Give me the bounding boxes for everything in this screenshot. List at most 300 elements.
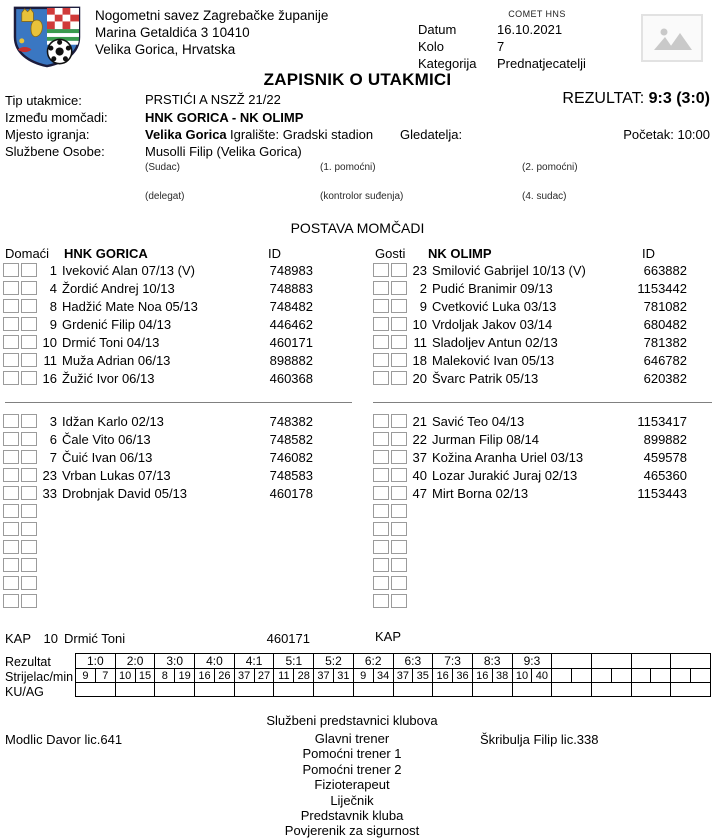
- player-name: Vrban Lukas 07/13: [62, 467, 171, 483]
- scorer-cell: [631, 669, 651, 683]
- player-number: 18: [412, 352, 427, 368]
- lineup-checkbox[interactable]: [373, 432, 389, 446]
- between-value: HNK GORICA - NK OLIMP: [145, 110, 304, 125]
- lineup-checkbox[interactable]: [21, 522, 37, 536]
- player-number: 6: [49, 431, 57, 447]
- scorer-minute-row: [76, 669, 711, 683]
- minute-cell: 27: [254, 669, 274, 683]
- player-row: [3, 448, 355, 466]
- lineup-checkbox[interactable]: [391, 371, 407, 385]
- lineup-checkbox[interactable]: [3, 371, 19, 385]
- empty-player-row: [3, 520, 355, 538]
- player-name: Švarc Patrik 05/13: [432, 370, 539, 386]
- meta-row-datum: [418, 22, 638, 39]
- player-id: 460368: [269, 371, 313, 386]
- lineup-checkbox[interactable]: [3, 468, 19, 482]
- scorer-cell: 16: [195, 669, 215, 683]
- empty-player-row: [3, 538, 355, 556]
- kuag-cell: [76, 683, 116, 697]
- kuag-cell: [353, 683, 393, 697]
- rezultat-row-label: Rezultat: [5, 655, 51, 669]
- player-id: 748983: [269, 263, 313, 278]
- player-id: 663882: [643, 263, 687, 278]
- player-number: 47: [412, 485, 427, 501]
- player-name: Savić Teo 04/13: [432, 413, 525, 429]
- player-name: Drobnjak David 05/13: [62, 485, 188, 501]
- player-name: Maleković Ivan 05/13: [432, 352, 555, 368]
- player-id: 1153443: [637, 486, 687, 501]
- lineup-checkbox[interactable]: [3, 486, 19, 500]
- empty-player-row: [373, 556, 713, 574]
- minute-cell: 26: [214, 669, 234, 683]
- minute-cell: 31: [333, 669, 353, 683]
- player-name: Muža Adrian 06/13: [62, 352, 171, 368]
- player-name: Smilović Gabrijel 10/13 (V): [432, 262, 586, 278]
- lineup-checkbox[interactable]: [3, 414, 19, 428]
- delegat-label: (delegat): [145, 191, 185, 202]
- player-id: 1153417: [637, 414, 687, 429]
- scorer-cell: 16: [472, 669, 492, 683]
- scorer-cell: [552, 669, 572, 683]
- away-representative: Škribulja Filip lic.338: [480, 732, 599, 747]
- player-row: [373, 430, 713, 448]
- result-cell: [631, 654, 671, 669]
- lineup-checkbox[interactable]: [373, 558, 389, 572]
- player-name: Čuić Ivan 06/13: [62, 449, 153, 465]
- kontrolor-label: (kontrolor suđenja): [320, 191, 404, 202]
- lineup-checkbox[interactable]: [373, 371, 389, 385]
- player-row: [373, 351, 713, 369]
- player-name: Sladoljev Antun 02/13: [432, 334, 558, 350]
- player-row: [3, 333, 355, 351]
- lineup-checkbox[interactable]: [3, 317, 19, 331]
- away-roster-divider: [373, 402, 712, 403]
- kuag-cell: [393, 683, 433, 697]
- player-id: 898882: [269, 353, 313, 368]
- result-cell: 2:0: [115, 654, 155, 669]
- lineup-checkbox[interactable]: [391, 353, 407, 367]
- kuag-cell: [274, 683, 314, 697]
- player-number: 11: [413, 334, 427, 350]
- home-team-name: HNK GORICA: [64, 246, 148, 261]
- player-number: 23: [42, 467, 57, 483]
- lineup-checkbox[interactable]: [391, 450, 407, 464]
- lineup-checkbox[interactable]: [3, 522, 19, 536]
- player-row: [3, 369, 355, 387]
- meta-row-kolo: [418, 39, 638, 56]
- lineup-checkbox[interactable]: [373, 263, 389, 277]
- player-number: 21: [412, 413, 427, 429]
- minute-cell: 7: [95, 669, 115, 683]
- player-id: 620382: [643, 371, 687, 386]
- official-role: Fizioterapeut: [314, 777, 390, 793]
- player-name: Lozar Jurakić Juraj 02/13: [432, 467, 578, 483]
- player-row: [3, 430, 355, 448]
- lineup-checkbox[interactable]: [3, 263, 19, 277]
- home-kap-number: 10: [43, 631, 58, 646]
- empty-player-row: [3, 592, 355, 610]
- player-number: 1: [49, 262, 57, 278]
- tip-utakmice-label: Tip utakmice:: [5, 93, 82, 108]
- player-row: [373, 279, 713, 297]
- empty-player-row: [373, 502, 713, 520]
- home-roster-divider: [5, 402, 352, 403]
- lineup-checkbox[interactable]: [21, 335, 37, 349]
- rezultat-value: 9:3 (3:0): [648, 90, 710, 107]
- home-kap-name: Drmić Toni: [64, 631, 126, 646]
- igraliste-value: Igralište: Gradski stadion: [230, 127, 374, 142]
- kolo-label: Kolo: [418, 39, 445, 54]
- player-name: Vrdoljak Jakov 03/14: [432, 316, 553, 332]
- result-cell: 9:3: [512, 654, 552, 669]
- kolo-value: 7: [497, 39, 505, 54]
- minute-cell: 40: [532, 669, 552, 683]
- lineup-checkbox[interactable]: [373, 468, 389, 482]
- lineup-checkbox[interactable]: [373, 540, 389, 554]
- lineup-checkbox[interactable]: [391, 540, 407, 554]
- tip-utakmice-value: PRSTIĆI A NSZŽ 21/22: [145, 92, 281, 107]
- mjesto-label: Mjesto igranja:: [5, 127, 90, 142]
- lineup-checkbox[interactable]: [391, 299, 407, 313]
- lineup-checkbox[interactable]: [391, 558, 407, 572]
- player-id: 781382: [643, 335, 687, 350]
- player-id: 1153442: [637, 281, 687, 296]
- player-row: [373, 466, 713, 484]
- minute-cell: 34: [373, 669, 393, 683]
- minute-cell: [651, 669, 671, 683]
- rezultat-label: REZULTAT:: [562, 90, 645, 107]
- player-id: 748582: [269, 432, 313, 447]
- player-row: [373, 333, 713, 351]
- player-id: 748583: [269, 468, 313, 483]
- scorer-cell: 37: [314, 669, 334, 683]
- kuag-cell: [472, 683, 512, 697]
- lineup-checkbox[interactable]: [21, 486, 37, 500]
- kuag-cell: [591, 683, 631, 697]
- empty-player-row: [373, 574, 713, 592]
- player-name: Čale Vito 06/13: [62, 431, 151, 447]
- lineup-checkbox[interactable]: [21, 299, 37, 313]
- org-street: Marina Getaldića 3 10410: [95, 25, 250, 40]
- player-name: Pudić Branimir 09/13: [432, 280, 553, 296]
- minute-cell: 28: [294, 669, 314, 683]
- minute-cell: [572, 669, 592, 683]
- empty-player-row: [373, 538, 713, 556]
- between-label: Između momčadi:: [5, 110, 108, 125]
- player-id: 465360: [643, 468, 687, 483]
- result-cell: 6:2: [353, 654, 393, 669]
- lineup-checkbox[interactable]: [373, 450, 389, 464]
- lineup-checkbox[interactable]: [391, 263, 407, 277]
- player-number: 33: [42, 485, 57, 501]
- player-row: [3, 351, 355, 369]
- lineup-checkbox[interactable]: [3, 281, 19, 295]
- lineup-checkbox[interactable]: [391, 414, 407, 428]
- player-name: Grdenić Filip 04/13: [62, 316, 172, 332]
- kuag-cell: [115, 683, 155, 697]
- empty-player-row: [3, 574, 355, 592]
- lineup-checkbox[interactable]: [21, 432, 37, 446]
- player-id: 746082: [269, 450, 313, 465]
- lineup-checkbox[interactable]: [21, 263, 37, 277]
- page-title: ZAPISNIK O UTAKMICI: [263, 70, 452, 89]
- empty-player-row: [373, 520, 713, 538]
- result-cell: 5:1: [274, 654, 314, 669]
- lineup-checkbox[interactable]: [391, 468, 407, 482]
- official-roles-list: [0, 731, 704, 839]
- kuag-cell: [234, 683, 274, 697]
- kategorija-value: Prednatjecatelji: [497, 56, 586, 71]
- lineup-checkbox[interactable]: [21, 317, 37, 331]
- player-number: 3: [49, 413, 57, 429]
- away-substitutes-list: [373, 412, 713, 610]
- player-row: [373, 261, 713, 279]
- rezultat-line: [562, 90, 710, 108]
- scorer-cell: 16: [433, 669, 453, 683]
- player-row: [3, 279, 355, 297]
- player-number: 23: [412, 262, 427, 278]
- datum-label: Datum: [418, 22, 457, 37]
- player-name: Žordić Andrej 10/13: [62, 280, 175, 296]
- lineup-checkbox[interactable]: [3, 450, 19, 464]
- player-name: Drmić Toni 04/13: [62, 334, 160, 350]
- player-name: Žužić Ivor 06/13: [62, 370, 155, 386]
- lineup-checkbox[interactable]: [3, 299, 19, 313]
- lineup-checkbox[interactable]: [21, 540, 37, 554]
- player-id: 680482: [643, 317, 687, 332]
- scorer-cell: 10: [512, 669, 532, 683]
- strijelac-row-label: Strijelac/min: [5, 670, 74, 684]
- away-id-header: ID: [642, 246, 655, 261]
- lineup-checkbox[interactable]: [391, 317, 407, 331]
- club-crest-icon: [8, 3, 86, 69]
- match-meta: [418, 22, 638, 73]
- lineup-checkbox[interactable]: [21, 371, 37, 385]
- player-id: 460171: [269, 335, 313, 350]
- lineup-checkbox[interactable]: [3, 558, 19, 572]
- home-id-header: ID: [268, 246, 281, 261]
- player-number: 8: [49, 298, 57, 314]
- player-row: [3, 484, 355, 502]
- lineup-checkbox[interactable]: [3, 335, 19, 349]
- org-name: Nogometni savez Zagrebačke županije: [95, 8, 329, 23]
- comet-hns-label: COMET HNS: [508, 9, 566, 19]
- official-role: Povjerenik za sigurnost: [284, 823, 420, 839]
- lineup-checkbox[interactable]: [391, 432, 407, 446]
- datum-value: 16.10.2021: [497, 22, 563, 37]
- player-id: 460178: [269, 486, 313, 501]
- scorer-cell: 10: [115, 669, 135, 683]
- player-id: 646782: [643, 353, 687, 368]
- player-row: [373, 484, 713, 502]
- player-row: [373, 448, 713, 466]
- minute-cell: 38: [492, 669, 512, 683]
- mjesto-value: Velika Gorica: [145, 127, 227, 142]
- lineup-checkbox[interactable]: [373, 522, 389, 536]
- away-starters-list: [373, 261, 713, 387]
- player-row: [373, 412, 713, 430]
- result-cell: [671, 654, 711, 669]
- lineup-checkbox[interactable]: [373, 504, 389, 518]
- lineup-checkbox[interactable]: [21, 558, 37, 572]
- lineup-checkbox[interactable]: [373, 414, 389, 428]
- lineup-checkbox[interactable]: [391, 281, 407, 295]
- official-role: Glavni trener: [314, 731, 390, 746]
- empty-player-row: [3, 556, 355, 574]
- scorer-cell: [591, 669, 611, 683]
- official-role: Pomoćni trener 2: [302, 761, 402, 777]
- lineup-title: POSTAVA MOMČADI: [290, 220, 425, 236]
- result-cell: 4:1: [234, 654, 274, 669]
- kategorija-label: Kategorija: [418, 56, 477, 71]
- cetvrti-sudac-label: (4. sudac): [522, 191, 567, 202]
- gledatelja-label: Gledatelja:: [400, 127, 463, 142]
- lineup-checkbox[interactable]: [373, 281, 389, 295]
- kuag-row-label: KU/AG: [5, 685, 44, 699]
- lineup-checkbox[interactable]: [391, 576, 407, 590]
- player-number: 10: [42, 334, 57, 350]
- kuag-cell: [433, 683, 473, 697]
- player-number: 37: [412, 449, 427, 465]
- org-city: Velika Gorica, Hrvatska: [95, 42, 236, 57]
- scorer-cell: 9: [353, 669, 373, 683]
- away-kap-label: KAP: [375, 629, 402, 644]
- result-cell: 5:2: [314, 654, 354, 669]
- player-name: Jurman Filip 08/14: [432, 431, 539, 447]
- player-name: Mirt Borna 02/13: [432, 485, 529, 501]
- lineup-checkbox[interactable]: [21, 450, 37, 464]
- player-name: Iveković Alan 07/13 (V): [62, 262, 195, 278]
- player-number: 7: [49, 449, 57, 465]
- player-row: [373, 297, 713, 315]
- empty-player-row: [373, 592, 713, 610]
- lineup-checkbox[interactable]: [3, 540, 19, 554]
- pomocni2-label: (2. pomoćni): [522, 162, 578, 173]
- kuag-cell: [631, 683, 671, 697]
- player-number: 11: [43, 352, 57, 368]
- minute-cell: 19: [175, 669, 195, 683]
- lineup-checkbox[interactable]: [391, 522, 407, 536]
- away-team-name: NK OLIMP: [428, 246, 492, 261]
- goal-sequence-table: [75, 653, 711, 697]
- lineup-checkbox[interactable]: [373, 299, 389, 313]
- pocetak-value: Početak: 10:00: [623, 127, 710, 142]
- result-cell: 3:0: [155, 654, 195, 669]
- lineup-checkbox[interactable]: [391, 335, 407, 349]
- player-number: 40: [412, 467, 427, 483]
- lineup-checkbox[interactable]: [373, 317, 389, 331]
- player-number: 22: [412, 431, 427, 447]
- scorer-cell: [671, 669, 691, 683]
- scorer-cell: 37: [393, 669, 413, 683]
- lineup-checkbox[interactable]: [21, 504, 37, 518]
- lineup-checkbox[interactable]: [21, 353, 37, 367]
- lineup-checkbox[interactable]: [3, 576, 19, 590]
- lineup-checkbox[interactable]: [21, 414, 37, 428]
- player-id: 899882: [643, 432, 687, 447]
- minute-cell: 36: [453, 669, 473, 683]
- lineup-checkbox[interactable]: [21, 594, 37, 608]
- sudac-label: (Sudac): [145, 162, 181, 173]
- lineup-checkbox[interactable]: [373, 353, 389, 367]
- lineup-checkbox[interactable]: [391, 486, 407, 500]
- player-row: [3, 261, 355, 279]
- osobe-value: Musolli Filip (Velika Gorica): [145, 144, 302, 159]
- home-starters-list: [3, 261, 355, 387]
- player-number: 20: [412, 370, 427, 386]
- player-id: 748382: [269, 414, 313, 429]
- kuag-cell: [552, 683, 592, 697]
- result-row: [76, 654, 711, 669]
- minute-cell: [691, 669, 711, 683]
- player-id: 781082: [643, 299, 687, 314]
- home-kap-label: KAP: [5, 631, 32, 646]
- home-kap-id: 460171: [266, 631, 310, 646]
- scorer-cell: 9: [76, 669, 96, 683]
- lineup-checkbox[interactable]: [3, 432, 19, 446]
- lineup-checkbox[interactable]: [391, 504, 407, 518]
- lineup-checkbox[interactable]: [21, 281, 37, 295]
- player-name: Idžan Karlo 02/13: [62, 413, 164, 429]
- player-number: 10: [412, 316, 427, 332]
- player-number: 2: [419, 280, 427, 296]
- result-cell: 8:3: [472, 654, 512, 669]
- lineup-checkbox[interactable]: [391, 594, 407, 608]
- result-cell: 7:3: [433, 654, 473, 669]
- lineup-checkbox[interactable]: [373, 486, 389, 500]
- lineup-checkbox[interactable]: [3, 504, 19, 518]
- kuag-cell: [671, 683, 711, 697]
- home-substitutes-list: [3, 412, 355, 610]
- home-representative: Modlic Davor lic.641: [5, 732, 123, 747]
- pomocni1-label: (1. pomoćni): [320, 162, 376, 173]
- kuag-row: [76, 683, 711, 697]
- lineup-checkbox[interactable]: [373, 335, 389, 349]
- lineup-checkbox[interactable]: [3, 353, 19, 367]
- player-name: Hadžić Mate Noa 05/13: [62, 298, 198, 314]
- scorer-cell: 11: [274, 669, 294, 683]
- kuag-cell: [314, 683, 354, 697]
- minute-cell: 15: [135, 669, 155, 683]
- result-cell: 6:3: [393, 654, 433, 669]
- player-row: [3, 297, 355, 315]
- official-role: Predstavnik kluba: [300, 808, 404, 824]
- player-name: Kožina Aranha Uriel 03/13: [432, 449, 584, 465]
- scorer-cell: 37: [234, 669, 254, 683]
- player-row: [3, 412, 355, 430]
- organization-address: [95, 7, 328, 58]
- result-cell: [591, 654, 631, 669]
- player-id: 748482: [269, 299, 313, 314]
- player-row: [373, 315, 713, 333]
- home-side-label: Domaći: [5, 246, 50, 261]
- minute-cell: [611, 669, 631, 683]
- scorer-cell: 8: [155, 669, 175, 683]
- kuag-cell: [155, 683, 195, 697]
- lineup-checkbox[interactable]: [21, 468, 37, 482]
- osobe-label: Službene Osobe:: [5, 144, 105, 159]
- minute-cell: 35: [413, 669, 433, 683]
- lineup-checkbox[interactable]: [373, 594, 389, 608]
- lineup-checkbox[interactable]: [3, 594, 19, 608]
- kuag-cell: [195, 683, 235, 697]
- result-cell: [552, 654, 592, 669]
- lineup-checkbox[interactable]: [373, 576, 389, 590]
- player-row: [373, 369, 713, 387]
- player-row: [3, 315, 355, 333]
- footer-title: Službeni predstavnici klubova: [266, 713, 438, 728]
- lineup-checkbox[interactable]: [21, 576, 37, 590]
